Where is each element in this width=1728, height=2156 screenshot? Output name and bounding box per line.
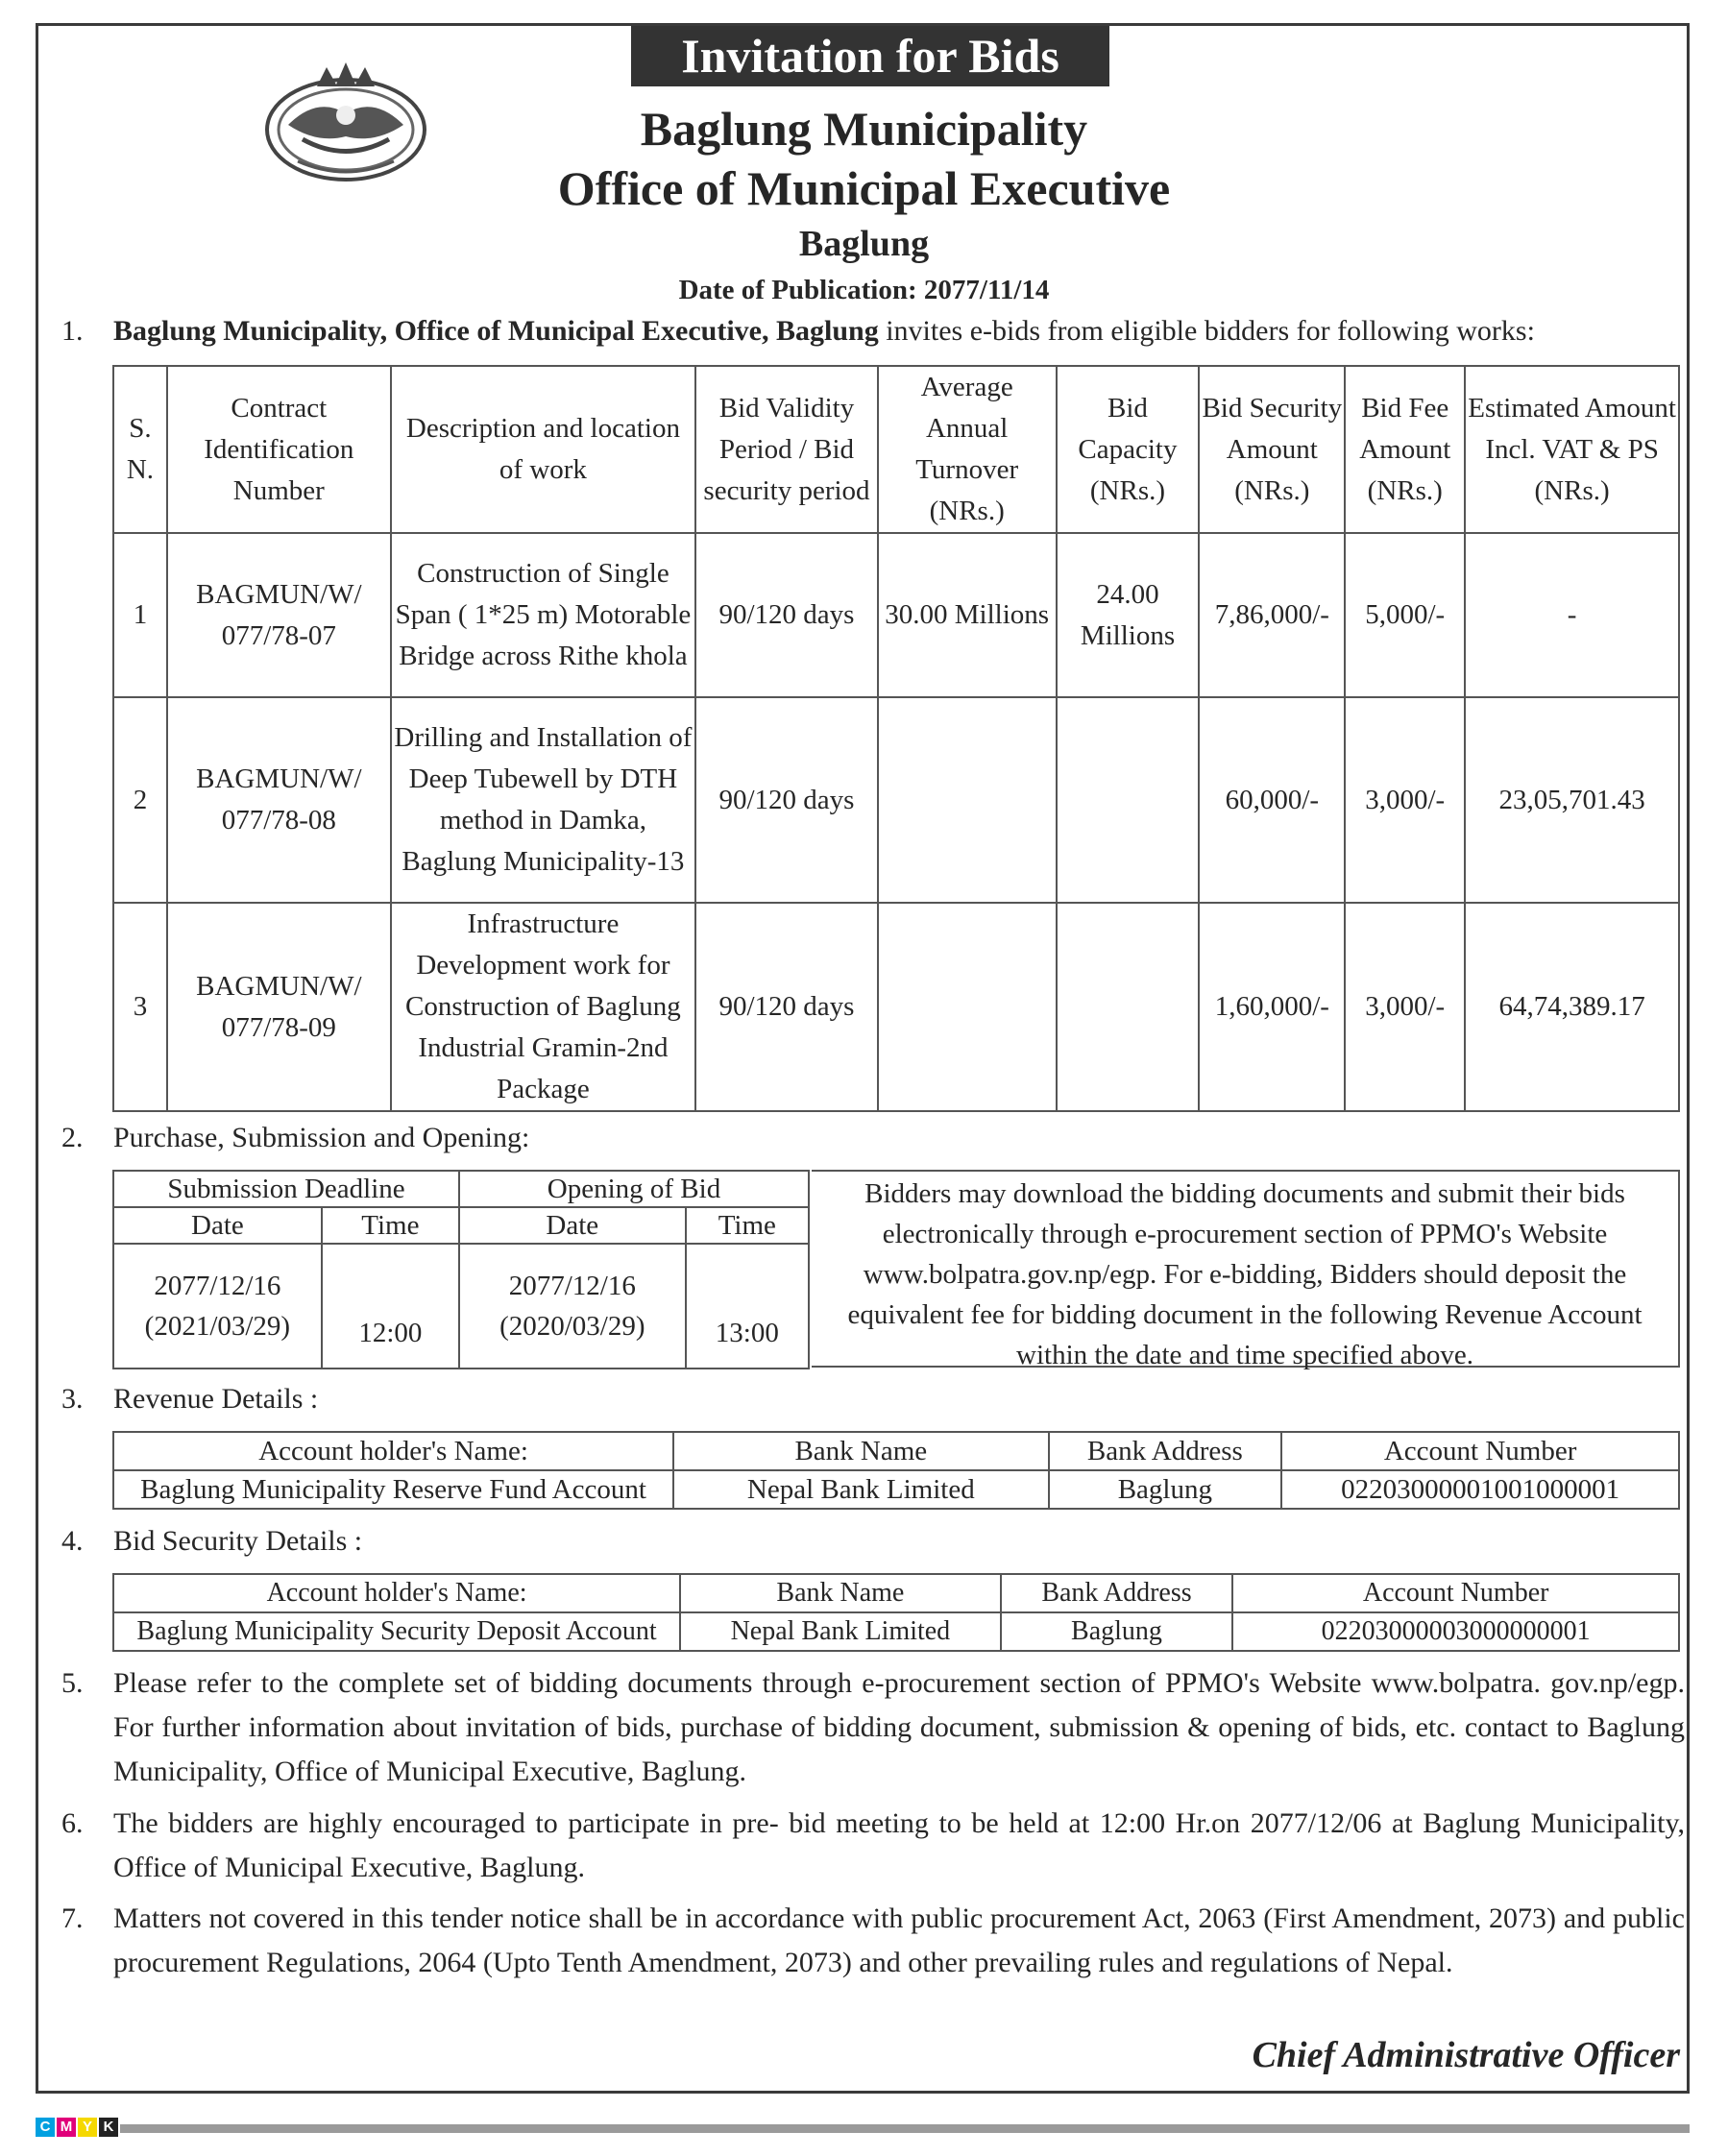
header-cell: Bid Fee Amount (NRs.) xyxy=(1345,366,1465,533)
header-cell: Account holder's Name: xyxy=(113,1574,680,1612)
header-cell: Contract Identification Number xyxy=(167,366,391,533)
header-cell: S. N. xyxy=(113,366,167,533)
dates-value-row xyxy=(113,1244,809,1369)
header-cell: Bid Validity Period / Bid security period xyxy=(695,366,878,533)
header-cell: Bank Name xyxy=(673,1432,1048,1470)
account-holder: Baglung Municipality Reserve Fund Account xyxy=(113,1470,673,1509)
table-cell: BAGMUN/W/ 077/78-09 xyxy=(167,903,391,1111)
section-number: 2. xyxy=(61,1122,84,1153)
section-number: 3. xyxy=(61,1383,84,1415)
header-cell: Bid Security Amount (NRs.) xyxy=(1199,366,1345,533)
bid-security-header-row xyxy=(113,1574,1679,1612)
table-cell: Drilling and Installation of Deep Tubewell by DTH method in Damka, Baglung Municipality-13 xyxy=(391,697,695,903)
bank-address: Baglung xyxy=(1001,1612,1233,1651)
bottom-rule xyxy=(120,2124,1690,2133)
notice-banner: Invitation for Bids xyxy=(631,26,1109,86)
publication-date: Date of Publication: 2077/11/14 xyxy=(678,275,1050,305)
table-cell: BAGMUN/W/ 077/78-07 xyxy=(167,533,391,697)
account-holder: Baglung Municipality Security Deposit Account xyxy=(113,1612,680,1651)
yellow-mark: Y xyxy=(78,2118,97,2137)
opening-date: 2077/12/16 (2020/03/29) xyxy=(459,1244,686,1369)
table-row xyxy=(113,697,1679,903)
revenue-heading xyxy=(61,1383,318,1416)
magenta-mark: M xyxy=(57,2118,76,2137)
header-cell: Bank Address xyxy=(1049,1432,1282,1470)
header-cell: Account Number xyxy=(1232,1574,1679,1612)
time-label: Time xyxy=(686,1207,809,1244)
note-7 xyxy=(61,1897,1685,1985)
section-number: 7. xyxy=(61,1902,84,1934)
header-cell: Account holder's Name: xyxy=(113,1432,673,1470)
section-number: 4. xyxy=(61,1525,84,1557)
cmyk-print-marks xyxy=(36,2118,120,2137)
table-cell: - xyxy=(1465,533,1679,697)
table-row xyxy=(113,1470,1679,1509)
table-cell: 5,000/- xyxy=(1345,533,1465,697)
opening-of-bid-label: Opening of Bid xyxy=(459,1171,809,1207)
intro-org: Baglung Municipality, Office of Municipal Executive, Baglung xyxy=(113,315,879,347)
table-cell: Construction of Single Span ( 1*25 m) Motorable Bridge across Rithe khola xyxy=(391,533,695,697)
table-row xyxy=(113,903,1679,1111)
revenue-title: Revenue Details : xyxy=(113,1383,319,1415)
submission-time: 12:00 xyxy=(322,1244,459,1369)
table-row xyxy=(113,533,1679,697)
office-location: Baglung xyxy=(798,224,930,264)
table-cell: 7,86,000/- xyxy=(1199,533,1345,697)
bank-name: Nepal Bank Limited xyxy=(680,1612,1001,1651)
header-cell: Bank Name xyxy=(680,1574,1001,1612)
black-mark: K xyxy=(99,2118,118,2137)
bid-security-table xyxy=(112,1573,1680,1652)
note-text: Matters not covered in this tender notice shall be in accordance with public procurement Act, 2063 (First Amendment, 2073) and public procurement Regulations, 2064 (Upto Tenth Amendment, 2073) and other prevailing rules and regulations of Nepal. xyxy=(113,1902,1685,1978)
account-number: 02203000001001000001 xyxy=(1281,1470,1679,1509)
works-table xyxy=(112,365,1680,1112)
header-cell: Bank Address xyxy=(1001,1574,1233,1612)
section-number: 1. xyxy=(61,315,84,347)
table-cell: 60,000/- xyxy=(1199,697,1345,903)
header-cell: Average Annual Turnover (NRs.) xyxy=(878,366,1057,533)
table-cell: 1 xyxy=(113,533,167,697)
municipality-name: Baglung Municipality xyxy=(640,102,1088,156)
bid-security-heading xyxy=(61,1525,362,1558)
dates-header-row xyxy=(113,1207,809,1244)
bank-address: Baglung xyxy=(1049,1470,1282,1509)
intro-text: invites e-bids from eligible bidders for following works: xyxy=(878,315,1535,347)
note-text: Please refer to the complete set of bidding documents through e-procurement section of PPMO's Website www.bolpatra. gov.np/egp. For further information about invitation of bids, purchase of bidding document, submission & opening of bids, etc. contact to Baglung Municipality, Office of Municipal Executive, Baglung. xyxy=(113,1667,1685,1787)
section-number: 5. xyxy=(61,1667,84,1699)
table-cell xyxy=(878,697,1057,903)
submission-deadline-label: Submission Deadline xyxy=(113,1171,459,1207)
table-cell xyxy=(1057,697,1200,903)
works-header-row xyxy=(113,366,1679,533)
header-cell: Estimated Amount Incl. VAT & PS (NRs.) xyxy=(1465,366,1679,533)
table-cell: 1,60,000/- xyxy=(1199,903,1345,1111)
e-bidding-note: Bidders may download the bidding documents and submit their bids electronically through e-procurement section of PPMO's Website www.bolpatra.gov.np/egp. For e-bidding, Bidders should deposit the equivalent fee for bidding document in the following Revenue Account within the date and time specified above. xyxy=(812,1170,1680,1368)
date-label: Date xyxy=(113,1207,322,1244)
account-number: 02203000003000000001 xyxy=(1232,1612,1679,1651)
table-cell xyxy=(878,903,1057,1111)
submission-date: 2077/12/16 (2021/03/29) xyxy=(113,1244,322,1369)
date-label: Date xyxy=(459,1207,686,1244)
bid-security-title: Bid Security Details : xyxy=(113,1525,363,1557)
table-cell: 64,74,389.17 xyxy=(1465,903,1679,1111)
table-cell: 90/120 days xyxy=(695,533,878,697)
table-cell: 90/120 days xyxy=(695,697,878,903)
revenue-header-row xyxy=(113,1432,1679,1470)
table-cell: 90/120 days xyxy=(695,903,878,1111)
office-name: Office of Municipal Executive xyxy=(557,161,1171,215)
table-cell: Infrastructure Development work for Construction of Baglung Industrial Gramin-2nd Package xyxy=(391,903,695,1111)
dates-group-row xyxy=(113,1171,809,1207)
intro-line xyxy=(61,315,1535,348)
table-cell: 2 xyxy=(113,697,167,903)
table-cell: 3,000/- xyxy=(1345,697,1465,903)
bank-name: Nepal Bank Limited xyxy=(673,1470,1048,1509)
table-cell: 30.00 Millions xyxy=(878,533,1057,697)
dates-table xyxy=(112,1170,810,1369)
table-row xyxy=(113,1612,1679,1651)
opening-time: 13:00 xyxy=(686,1244,809,1369)
table-cell xyxy=(1057,903,1200,1111)
note-6 xyxy=(61,1802,1685,1890)
table-cell: 3,000/- xyxy=(1345,903,1465,1111)
time-label: Time xyxy=(322,1207,459,1244)
header-cell: Account Number xyxy=(1281,1432,1679,1470)
note-text: The bidders are highly encouraged to participate in pre- bid meeting to be held at 12:00 Hr.on 2077/12/06 at Baglung Municipality, Office of Municipal Executive, Baglung. xyxy=(113,1807,1685,1883)
header-cell: Description and location of work xyxy=(391,366,695,533)
table-cell: 24.00 Millions xyxy=(1057,533,1200,697)
section-number: 6. xyxy=(61,1807,84,1839)
purchase-title: Purchase, Submission and Opening: xyxy=(113,1122,530,1153)
table-cell: 3 xyxy=(113,903,167,1111)
signature: Chief Administrative Officer xyxy=(1252,2035,1680,2075)
revenue-table xyxy=(112,1431,1680,1510)
purchase-heading xyxy=(61,1122,529,1154)
table-cell: BAGMUN/W/ 077/78-08 xyxy=(167,697,391,903)
header-cell: Bid Capacity (NRs.) xyxy=(1057,366,1200,533)
table-cell: 23,05,701.43 xyxy=(1465,697,1679,903)
note-5 xyxy=(61,1661,1685,1794)
cyan-mark: C xyxy=(36,2118,55,2137)
